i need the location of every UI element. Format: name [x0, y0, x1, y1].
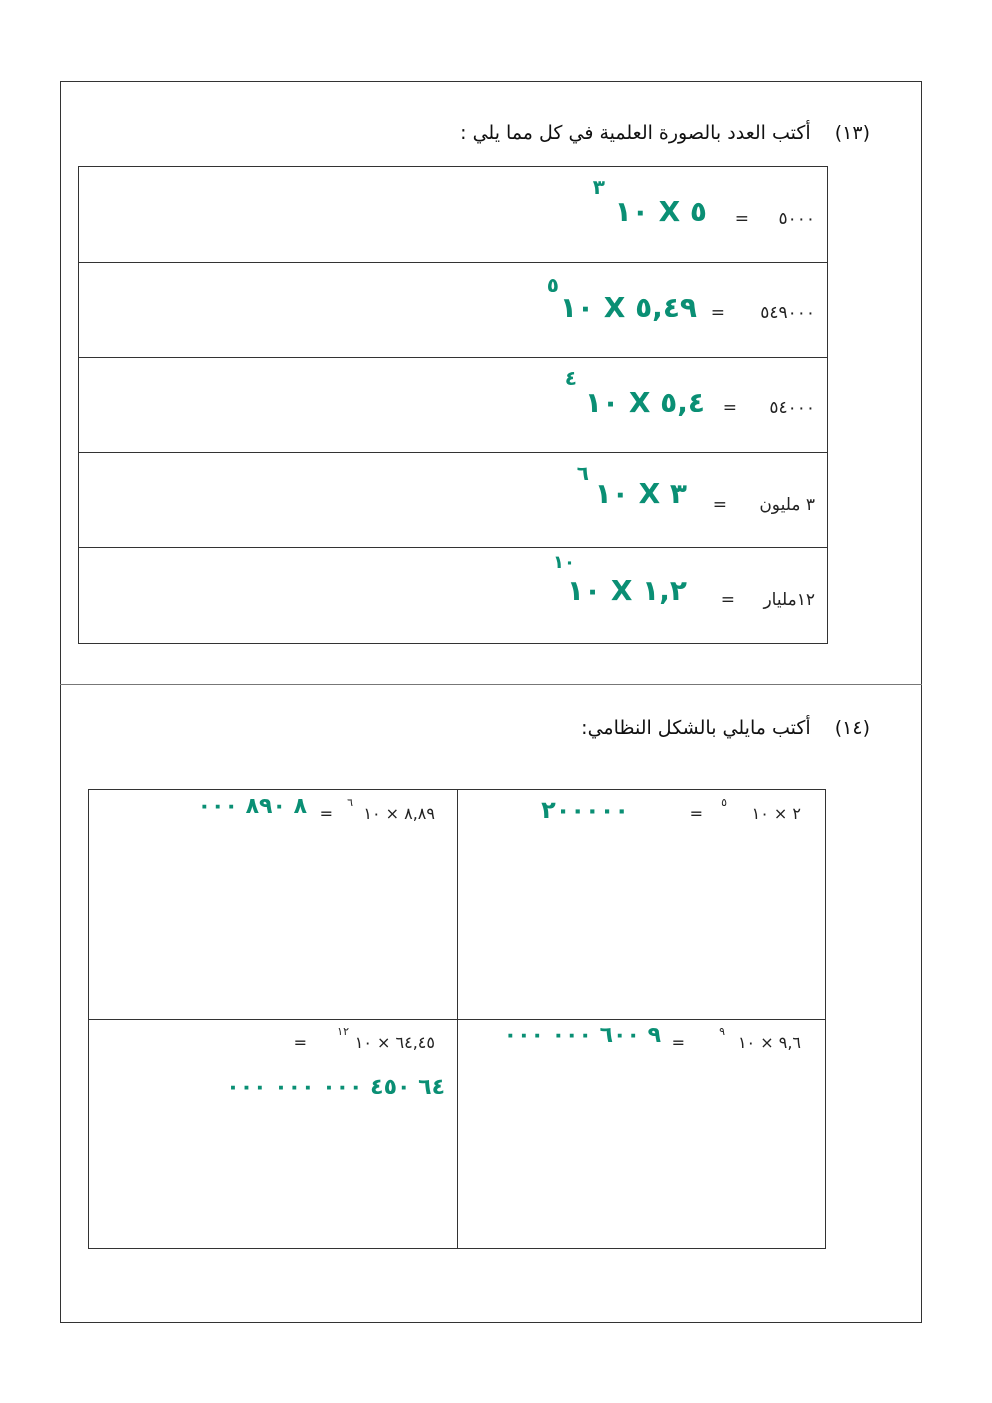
table-row	[79, 358, 827, 453]
answer-base: ٣ X ١٠	[594, 477, 687, 510]
handwritten-answer: ٨ ٨٩٠ ٠٠٠	[197, 794, 307, 819]
equals-sign: =	[734, 209, 749, 229]
expression: ٢ × ١٠	[751, 804, 801, 823]
expression-exponent: ٥	[721, 796, 727, 809]
handwritten-answer	[595, 477, 687, 510]
question-14-number: (١٤)	[834, 717, 870, 739]
handwritten-answer	[615, 195, 707, 228]
answer-base: ١,٢ X ١٠	[566, 574, 687, 607]
question-14-heading	[581, 717, 870, 739]
table-row	[79, 263, 827, 358]
handwritten-answer	[560, 291, 697, 324]
expression-exponent: ٩	[719, 1025, 725, 1038]
expression: ٨,٨٩ × ١٠	[363, 804, 435, 823]
equals-sign: =	[319, 804, 333, 823]
equals-sign: =	[712, 495, 727, 515]
printed-number: ١٢مليار	[763, 590, 815, 610]
table-row	[79, 453, 827, 548]
expression: ٦٤,٤٥ × ١٠	[354, 1033, 435, 1052]
question-14-text: أكتب مايلي بالشكل النظامي:	[581, 717, 811, 739]
equals-sign: =	[293, 1033, 307, 1052]
answer-exponent: ٦	[576, 461, 589, 485]
equals-sign: =	[710, 303, 725, 323]
equals-sign: =	[720, 590, 735, 610]
question-13-number: (١٣)	[834, 122, 870, 144]
printed-number: ٥٠٠٠	[778, 209, 815, 229]
grid-cell-bottom-right	[457, 1019, 825, 1248]
question-13-heading	[460, 122, 870, 144]
grid-cell-top-right	[457, 790, 825, 1019]
handwritten-answer: ٦٤ ٤٥٠ ٠٠٠ ٠٠٠ ٠٠٠	[226, 1075, 445, 1100]
answer-base: ٥,٤ X ١٠	[584, 386, 705, 419]
question-13-text: أكتب العدد بالصورة العلمية في كل مما يلي :	[460, 122, 811, 144]
answer-base: ٥,٤٩ X ١٠	[559, 291, 697, 324]
grid-cell-bottom-left	[89, 1019, 457, 1248]
answer-base: ٥ X ١٠	[614, 195, 707, 228]
answer-exponent: ٤	[564, 366, 577, 390]
printed-number: ٥٤٠٠٠	[769, 398, 815, 418]
expression-exponent: ١٢	[337, 1025, 349, 1038]
handwritten-answer: ٩ ٦٠٠ ٠٠٠ ٠٠٠	[503, 1023, 661, 1048]
answer-exponent: ٥	[546, 273, 559, 297]
equals-sign: =	[689, 804, 703, 823]
handwritten-answer	[585, 386, 705, 419]
answer-exponent: ٣	[592, 175, 605, 199]
answer-exponent: ١٠	[553, 552, 575, 573]
scientific-notation-table	[78, 166, 828, 644]
expression: ٩,٦ × ١٠	[737, 1033, 801, 1052]
printed-number: ٥٤٩٠٠٠	[760, 303, 815, 323]
equals-sign: =	[722, 398, 737, 418]
grid-cell-top-left	[89, 790, 457, 1019]
standard-form-grid	[88, 789, 826, 1249]
table-row	[79, 548, 827, 645]
equals-sign: =	[671, 1033, 685, 1052]
expression-exponent: ٦	[347, 796, 353, 809]
table-row	[79, 167, 827, 263]
handwritten-answer: ٢٠٠٠٠٠	[541, 796, 629, 824]
section-divider	[60, 684, 922, 685]
handwritten-answer	[567, 574, 687, 607]
printed-number: ٣ مليون	[759, 495, 815, 515]
